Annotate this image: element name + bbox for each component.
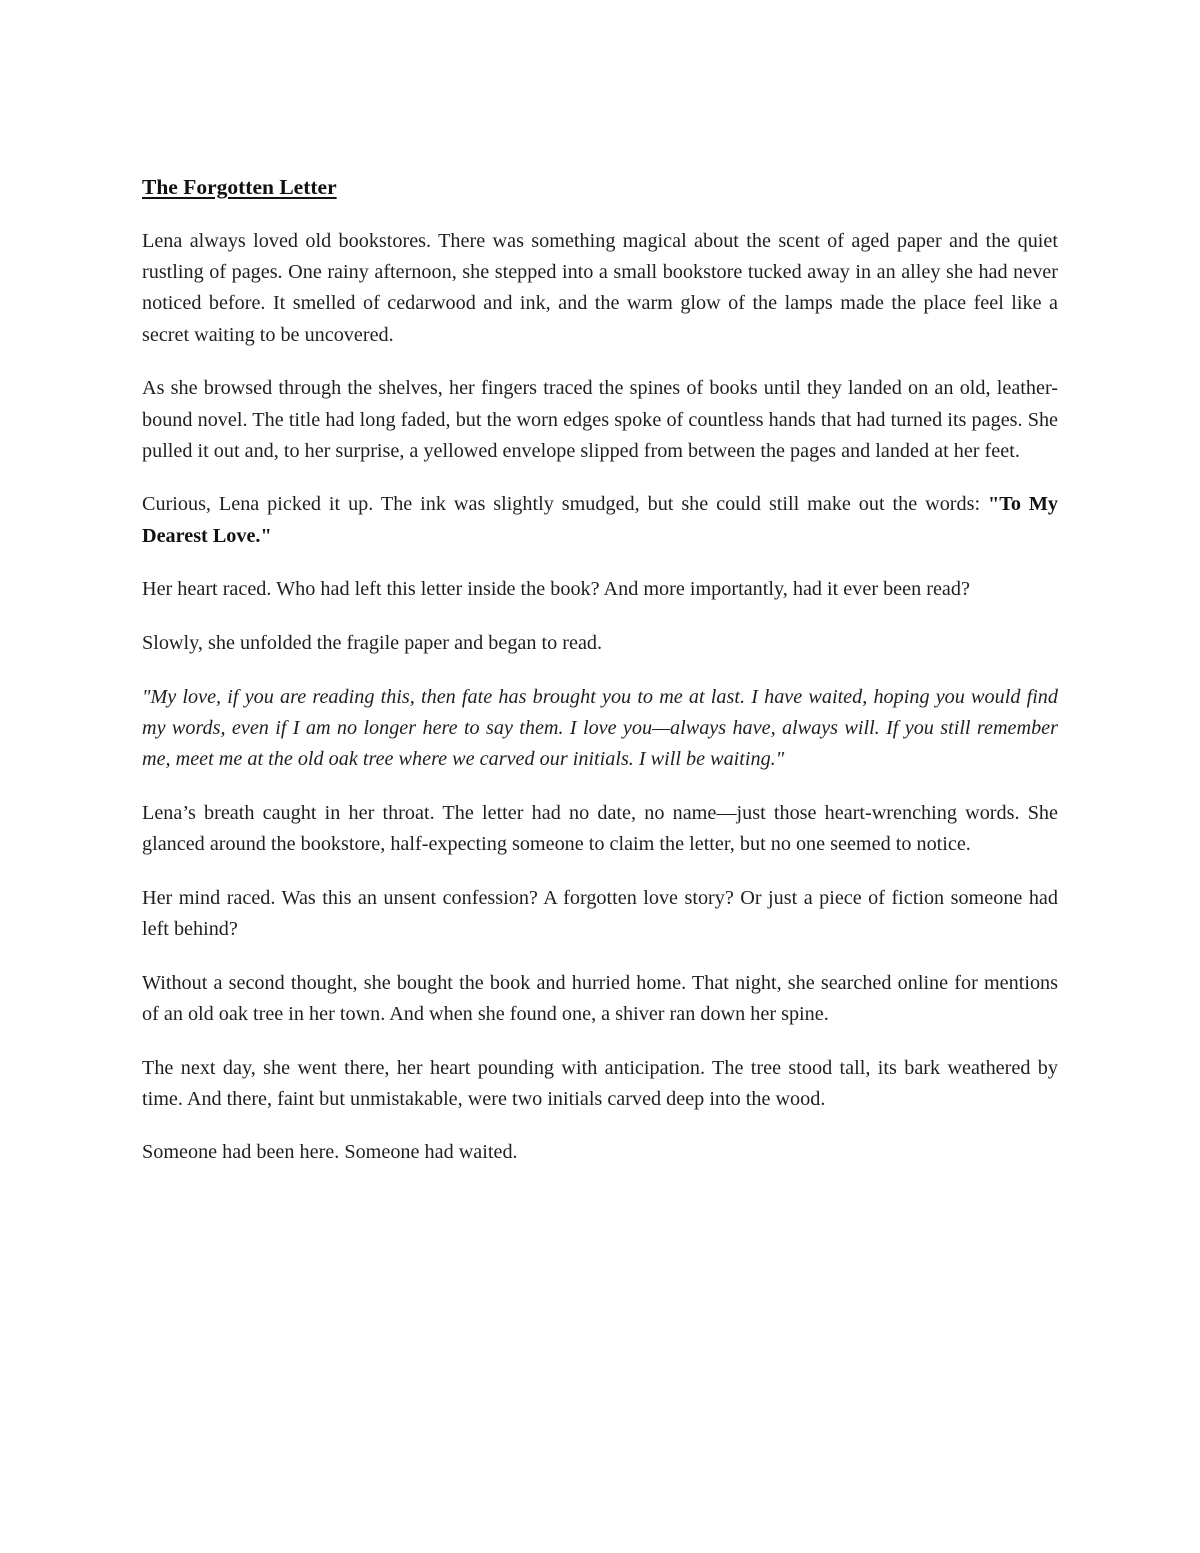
paragraph-2: As she browsed through the shelves, her fingers traced the spines of books until they landed on an old, leather-bound novel. The title had long faded, but the worn edges spoke of countless hands that had turned its pages. She pulled it out and, to her surprise, a yellowed envelope slipped from between the pages and landed at her feet. <box>142 377 1058 462</box>
paragraph-9: Without a second thought, she bought the book and hurried home. That night, she searched online for mentions of an old oak tree in her town. And when she found one, a shiver ran down her spine. <box>142 971 1058 1025</box>
paragraph-3-text: Curious, Lena picked it up. The ink was slightly smudged, but she could still make out the words: <box>142 493 989 516</box>
paragraph-1: Lena always loved old bookstores. There was something magical about the scent of aged paper and the quiet rustling of pages. One rainy afternoon, she stepped into a small bookstore tucked away in an alley she had never noticed before. It smelled of cedarwood and ink, and the warm glow of the lamps made the place feel like a secret waiting to be uncovered. <box>142 230 1058 346</box>
letter-quote: "My love, if you are reading this, then fate has brought you to me at last. I have waited, hoping you would find my words, even if I am no longer here to say them. I love you—always have, always will. If you still remember me, meet me at the old oak tree where we carved our initials. I will be waiting." <box>142 685 1058 771</box>
letter-heading-quote: "To My Dearest Love." <box>142 493 1059 547</box>
paragraph-7: Lena’s breath caught in her throat. The letter had no date, no name—just those heart-wrenching words. She glanced around the bookstore, half-expecting someone to claim the letter, but no one seemed to notice. <box>142 801 1058 856</box>
paragraph-11: Someone had been here. Someone had waited. <box>142 1141 518 1164</box>
paragraph-3 <box>142 489 1058 551</box>
document-title: The Forgotten Letter <box>142 175 337 199</box>
paragraph-10: The next day, she went there, her heart pounding with anticipation. The tree stood tall, its bark weathered by time. And there, faint but unmistakable, were two initials carved deep into the wood. <box>142 1056 1058 1110</box>
paragraph-8: Her mind raced. Was this an unsent confession? A forgotten love story? Or just a piece of fiction someone had left behind? <box>142 886 1058 940</box>
document-page <box>142 170 1058 1191</box>
paragraph-5: Slowly, she unfolded the fragile paper and began to read. <box>142 632 603 655</box>
paragraph-4: Her heart raced. Who had left this letter inside the book? And more importantly, had it ever been read? <box>142 578 970 601</box>
